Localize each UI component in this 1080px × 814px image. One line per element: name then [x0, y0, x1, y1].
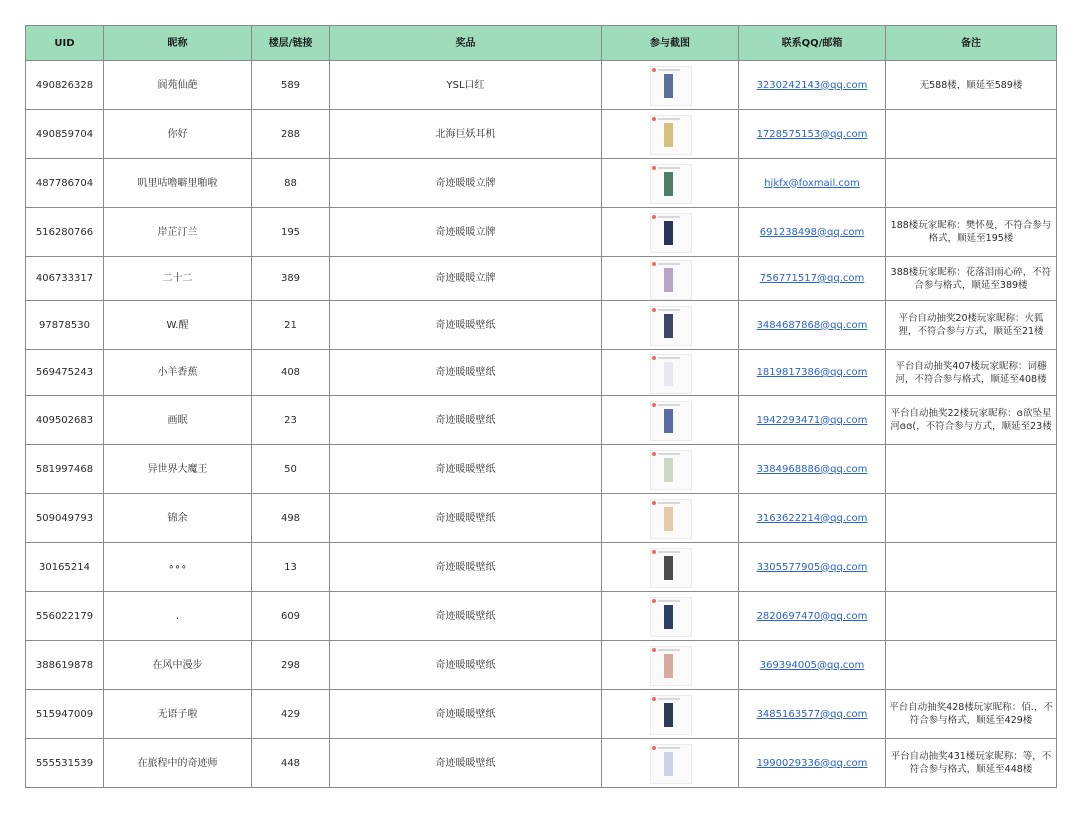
cell-remarks: 188楼玩家昵称：樊怀曼，不符合参与格式，顺延至195楼 [886, 208, 1057, 257]
email-link[interactable]: 1728575153@qq.com [756, 128, 868, 140]
wallpaper-image-icon [664, 654, 673, 678]
cell-nickname: ∘∘∘ [104, 543, 252, 592]
screenshot-thumbnail[interactable] [648, 645, 692, 685]
cell-prize: 奇迹暖暖壁纸 [330, 641, 602, 690]
cell-remarks [886, 543, 1057, 592]
table-row [26, 301, 1057, 350]
cell-contact [739, 61, 886, 110]
cell-prize: 奇迹暖暖壁纸 [330, 739, 602, 788]
cell-uid: 581997468 [26, 445, 104, 494]
text-line-placeholder [658, 69, 680, 71]
winners-table [25, 25, 1057, 788]
cell-prize: 奇迹暖暖壁纸 [330, 396, 602, 445]
screenshot-thumbnail[interactable] [648, 449, 692, 489]
avatar-dot-icon [652, 356, 656, 360]
wallpaper-image-icon [664, 221, 673, 245]
cell-nickname: 异世界大魔王 [104, 445, 252, 494]
email-link[interactable]: 1990029336@qq.com [756, 757, 868, 769]
cell-remarks: 平台自动抽奖431楼玩家昵称：等，不符合参与格式，顺延至448楼 [886, 739, 1057, 788]
cell-floor: 195 [252, 208, 330, 257]
avatar-dot-icon [652, 166, 656, 170]
cell-nickname: 画眠 [104, 396, 252, 445]
cell-nickname: 二十二 [104, 257, 252, 301]
table-row [26, 257, 1057, 301]
email-link[interactable]: 756771517@qq.com [759, 273, 865, 284]
avatar-dot-icon [652, 308, 656, 312]
cell-screenshot [602, 396, 739, 445]
cell-prize: 奇迹暖暖壁纸 [330, 592, 602, 641]
cell-screenshot [602, 690, 739, 739]
wallpaper-image-icon [664, 556, 673, 580]
avatar-dot-icon [652, 550, 656, 554]
table-header [26, 26, 1057, 61]
cell-floor: 408 [252, 350, 330, 396]
cell-floor: 21 [252, 301, 330, 350]
cell-floor: 23 [252, 396, 330, 445]
cell-screenshot [602, 592, 739, 641]
text-line-placeholder [658, 263, 680, 265]
header-nickname: 昵称 [104, 26, 252, 61]
table-row [26, 61, 1057, 110]
wallpaper-image-icon [664, 752, 673, 776]
email-link[interactable]: 1819817386@qq.com [756, 367, 868, 378]
cell-nickname: 叽里咕噜噼里啪啦 [104, 159, 252, 208]
header-floor: 楼层/链接 [252, 26, 330, 61]
cell-contact [739, 301, 886, 350]
table-row [26, 396, 1057, 445]
wallpaper-image-icon [664, 703, 673, 727]
cell-nickname: 无语子啦 [104, 690, 252, 739]
screenshot-thumbnail[interactable] [648, 743, 692, 783]
header-screenshot: 参与截图 [602, 26, 739, 61]
cell-uid: 516280766 [26, 208, 104, 257]
cell-contact [739, 641, 886, 690]
cell-nickname: 锦余 [104, 494, 252, 543]
avatar-dot-icon [652, 697, 656, 701]
cell-remarks [886, 110, 1057, 159]
cell-screenshot [602, 445, 739, 494]
table-row [26, 739, 1057, 788]
cell-contact [739, 159, 886, 208]
cell-uid: 515947009 [26, 690, 104, 739]
text-line-placeholder [658, 357, 680, 359]
table-row [26, 641, 1057, 690]
table-row [26, 543, 1057, 592]
cell-uid: 490859704 [26, 110, 104, 159]
cell-nickname: 阆苑仙葩 [104, 61, 252, 110]
cell-prize: 奇迹暖暖立牌 [330, 208, 602, 257]
avatar-dot-icon [652, 403, 656, 407]
cell-prize: 奇迹暖暖立牌 [330, 159, 602, 208]
wallpaper-image-icon [664, 123, 673, 147]
table-row [26, 690, 1057, 739]
screenshot-thumbnail[interactable] [648, 596, 692, 636]
screenshot-thumbnail[interactable] [648, 65, 692, 105]
cell-screenshot [602, 110, 739, 159]
cell-remarks: 平台自动抽奖407楼玩家昵称：词穗河，不符合参与格式，顺延至408楼 [886, 350, 1057, 396]
wallpaper-image-icon [664, 362, 673, 386]
cell-prize: YSL口红 [330, 61, 602, 110]
email-link[interactable]: 3485163577@qq.com [756, 708, 868, 720]
text-line-placeholder [658, 551, 680, 553]
cell-remarks [886, 494, 1057, 543]
cell-nickname: W.醒 [104, 301, 252, 350]
cell-prize: 奇迹暖暖壁纸 [330, 543, 602, 592]
header-row [26, 26, 1057, 61]
email-link[interactable]: 1942293471@qq.com [756, 414, 868, 426]
avatar-dot-icon [652, 501, 656, 505]
wallpaper-image-icon [664, 507, 673, 531]
text-line-placeholder [658, 167, 680, 169]
cell-uid: 487786704 [26, 159, 104, 208]
text-line-placeholder [658, 309, 680, 311]
cell-screenshot [602, 61, 739, 110]
text-line-placeholder [658, 502, 680, 504]
cell-contact [739, 543, 886, 592]
cell-uid: 409502683 [26, 396, 104, 445]
email-link[interactable]: 3163622214@qq.com [756, 512, 868, 524]
cell-nickname: 岸芷汀兰 [104, 208, 252, 257]
email-link[interactable]: 369394005@qq.com [759, 659, 865, 671]
cell-remarks: 平台自动抽奖22楼玩家昵称：ɞ欲坠星河ɞɞ(，不符合参与方式，顺延至23楼 [886, 396, 1057, 445]
cell-remarks: 无588楼，顺延至589楼 [886, 61, 1057, 110]
avatar-dot-icon [652, 215, 656, 219]
cell-screenshot [602, 257, 739, 301]
cell-contact [739, 494, 886, 543]
screenshot-thumbnail[interactable] [648, 694, 692, 734]
cell-remarks [886, 592, 1057, 641]
table-row [26, 494, 1057, 543]
table-row [26, 208, 1057, 257]
cell-uid: 556022179 [26, 592, 104, 641]
cell-contact [739, 690, 886, 739]
cell-contact [739, 208, 886, 257]
cell-screenshot [602, 301, 739, 350]
screenshot-thumbnail[interactable] [648, 498, 692, 538]
cell-floor: 589 [252, 61, 330, 110]
table-row [26, 445, 1057, 494]
screenshot-thumbnail[interactable] [648, 353, 692, 393]
cell-floor: 298 [252, 641, 330, 690]
avatar-dot-icon [652, 648, 656, 652]
header-remarks: 备注 [886, 26, 1057, 61]
avatar-dot-icon [652, 746, 656, 750]
cell-contact [739, 257, 886, 301]
cell-contact [739, 592, 886, 641]
table-row [26, 110, 1057, 159]
text-line-placeholder [658, 118, 680, 120]
cell-uid: 406733317 [26, 257, 104, 301]
cell-floor: 389 [252, 257, 330, 301]
wallpaper-image-icon [664, 268, 673, 292]
cell-screenshot [602, 159, 739, 208]
cell-prize: 奇迹暖暖壁纸 [330, 494, 602, 543]
email-link[interactable]: 2820697470@qq.com [756, 610, 868, 622]
wallpaper-image-icon [664, 409, 673, 433]
text-line-placeholder [658, 453, 680, 455]
cell-uid: 388619878 [26, 641, 104, 690]
email-link[interactable]: 3305577905@qq.com [756, 561, 868, 573]
table-row [26, 592, 1057, 641]
cell-contact [739, 445, 886, 494]
table-row [26, 159, 1057, 208]
cell-floor: 448 [252, 739, 330, 788]
email-link[interactable]: hjkfx@foxmail.com [764, 177, 860, 189]
table-row [26, 350, 1057, 396]
screenshot-thumbnail[interactable] [648, 547, 692, 587]
cell-nickname: 在风中漫步 [104, 641, 252, 690]
cell-screenshot [602, 208, 739, 257]
wallpaper-image-icon [664, 74, 673, 98]
text-line-placeholder [658, 600, 680, 602]
cell-remarks: 388楼玩家昵称：花落泪雨心碎，不符合参与格式，顺延至389楼 [886, 257, 1057, 301]
avatar-dot-icon [652, 262, 656, 266]
cell-prize: 奇迹暖暖壁纸 [330, 690, 602, 739]
header-contact: 联系QQ/邮箱 [739, 26, 886, 61]
wallpaper-image-icon [664, 605, 673, 629]
cell-contact [739, 350, 886, 396]
cell-nickname: 你好 [104, 110, 252, 159]
cell-floor: 88 [252, 159, 330, 208]
cell-screenshot [602, 543, 739, 592]
email-link[interactable]: 3230242143@qq.com [756, 79, 868, 91]
table-body [26, 61, 1057, 788]
cell-screenshot [602, 641, 739, 690]
email-link[interactable]: 691238498@qq.com [759, 226, 865, 238]
cell-floor: 609 [252, 592, 330, 641]
screenshot-thumbnail[interactable] [648, 114, 692, 154]
cell-nickname: 在旅程中的奇迹师 [104, 739, 252, 788]
avatar-dot-icon [652, 117, 656, 121]
text-line-placeholder [658, 747, 680, 749]
cell-floor: 50 [252, 445, 330, 494]
cell-nickname: 小羊香蕉 [104, 350, 252, 396]
cell-remarks: 平台自动抽奖20楼玩家昵称：火狐狸，不符合参与方式，顺延至21楼 [886, 301, 1057, 350]
cell-floor: 429 [252, 690, 330, 739]
cell-uid: 555531539 [26, 739, 104, 788]
avatar-dot-icon [652, 599, 656, 603]
header-uid: UID [26, 26, 104, 61]
text-line-placeholder [658, 649, 680, 651]
cell-screenshot [602, 350, 739, 396]
screenshot-thumbnail[interactable] [648, 259, 692, 299]
text-line-placeholder [658, 698, 680, 700]
cell-uid: 97878530 [26, 301, 104, 350]
cell-prize: 奇迹暖暖壁纸 [330, 301, 602, 350]
cell-contact [739, 110, 886, 159]
avatar-dot-icon [652, 68, 656, 72]
cell-remarks [886, 159, 1057, 208]
avatar-dot-icon [652, 452, 656, 456]
cell-prize: 奇迹暖暖壁纸 [330, 445, 602, 494]
email-link[interactable]: 3384968886@qq.com [756, 463, 868, 475]
cell-contact [739, 739, 886, 788]
cell-uid: 30165214 [26, 543, 104, 592]
text-line-placeholder [658, 216, 680, 218]
screenshot-thumbnail[interactable] [648, 400, 692, 440]
cell-uid: 490826328 [26, 61, 104, 110]
cell-nickname: . [104, 592, 252, 641]
cell-prize: 奇迹暖暖立牌 [330, 257, 602, 301]
cell-prize: 北海巨妖耳机 [330, 110, 602, 159]
screenshot-thumbnail[interactable] [648, 305, 692, 345]
cell-floor: 288 [252, 110, 330, 159]
cell-prize: 奇迹暖暖壁纸 [330, 350, 602, 396]
cell-screenshot [602, 494, 739, 543]
wallpaper-image-icon [664, 458, 673, 482]
wallpaper-image-icon [664, 314, 673, 338]
cell-floor: 498 [252, 494, 330, 543]
cell-screenshot [602, 739, 739, 788]
text-line-placeholder [658, 404, 680, 406]
email-link[interactable]: 3484687868@qq.com [756, 319, 868, 331]
cell-uid: 569475243 [26, 350, 104, 396]
screenshot-thumbnail[interactable] [648, 163, 692, 203]
cell-remarks: 平台自动抽奖428楼玩家昵称：佰.，不符合参与格式，顺延至429楼 [886, 690, 1057, 739]
screenshot-thumbnail[interactable] [648, 212, 692, 252]
cell-remarks [886, 641, 1057, 690]
header-prize: 奖品 [330, 26, 602, 61]
cell-floor: 13 [252, 543, 330, 592]
wallpaper-image-icon [664, 172, 673, 196]
cell-contact [739, 396, 886, 445]
cell-uid: 509049793 [26, 494, 104, 543]
cell-remarks [886, 445, 1057, 494]
